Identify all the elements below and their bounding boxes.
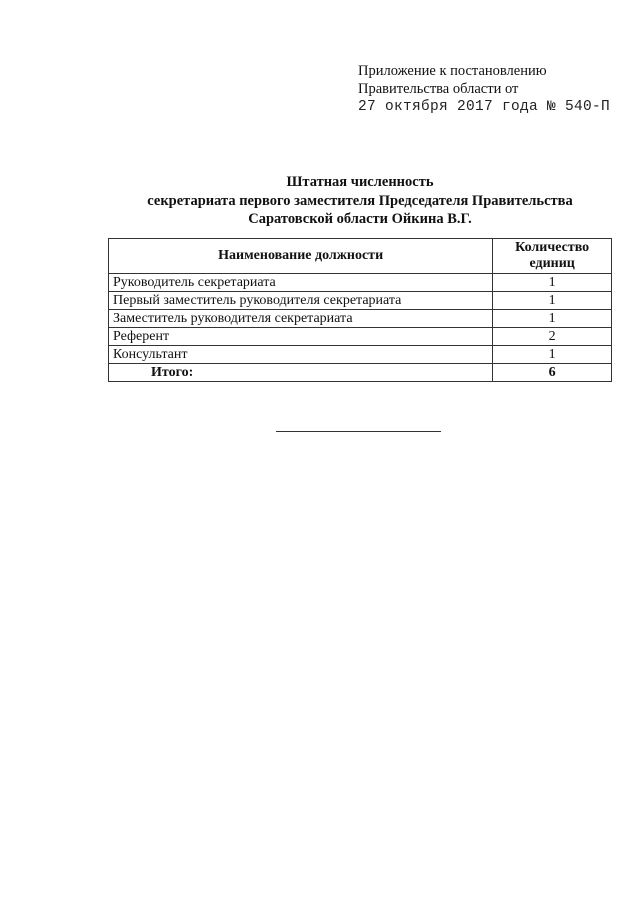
- position-quantity: 1: [493, 292, 612, 310]
- appendix-line-1: Приложение к постановлению: [358, 63, 547, 79]
- table-row: [109, 346, 612, 364]
- position-quantity: 2: [493, 328, 612, 346]
- title-line-2: секретариата первого заместителя Председателя Правительства: [147, 192, 573, 209]
- position-name: Референт: [109, 328, 493, 346]
- table-header-row: [109, 239, 612, 274]
- position-name: Консультант: [109, 346, 493, 364]
- table-row: [109, 274, 612, 292]
- appendix-line-2: Правительства области от: [358, 81, 519, 97]
- position-quantity: 1: [493, 274, 612, 292]
- appendix-date-number: 27 октября 2017 года № 540-П: [358, 99, 611, 115]
- table-row: [109, 328, 612, 346]
- position-name: Заместитель руководителя секретариата: [109, 310, 493, 328]
- position-quantity: 1: [493, 310, 612, 328]
- title-line-1: Штатная численность: [286, 174, 434, 190]
- position-quantity: 1: [493, 346, 612, 364]
- closing-divider: [276, 431, 441, 432]
- total-row: [109, 364, 612, 382]
- staff-table: [108, 238, 612, 382]
- document-title: [100, 173, 620, 229]
- position-name: Первый заместитель руководителя секретариата: [109, 292, 493, 310]
- table-row: [109, 292, 612, 310]
- total-quantity: 6: [493, 364, 612, 382]
- appendix-note: [358, 62, 628, 116]
- title-line-3: Саратовской области Ойкина В.Г.: [248, 211, 472, 227]
- position-name: Руководитель секретариата: [109, 274, 493, 292]
- header-quantity: Количество единиц: [493, 239, 612, 274]
- table-row: [109, 310, 612, 328]
- header-position-name: Наименование должности: [109, 239, 493, 274]
- total-label: Итого:: [109, 364, 493, 382]
